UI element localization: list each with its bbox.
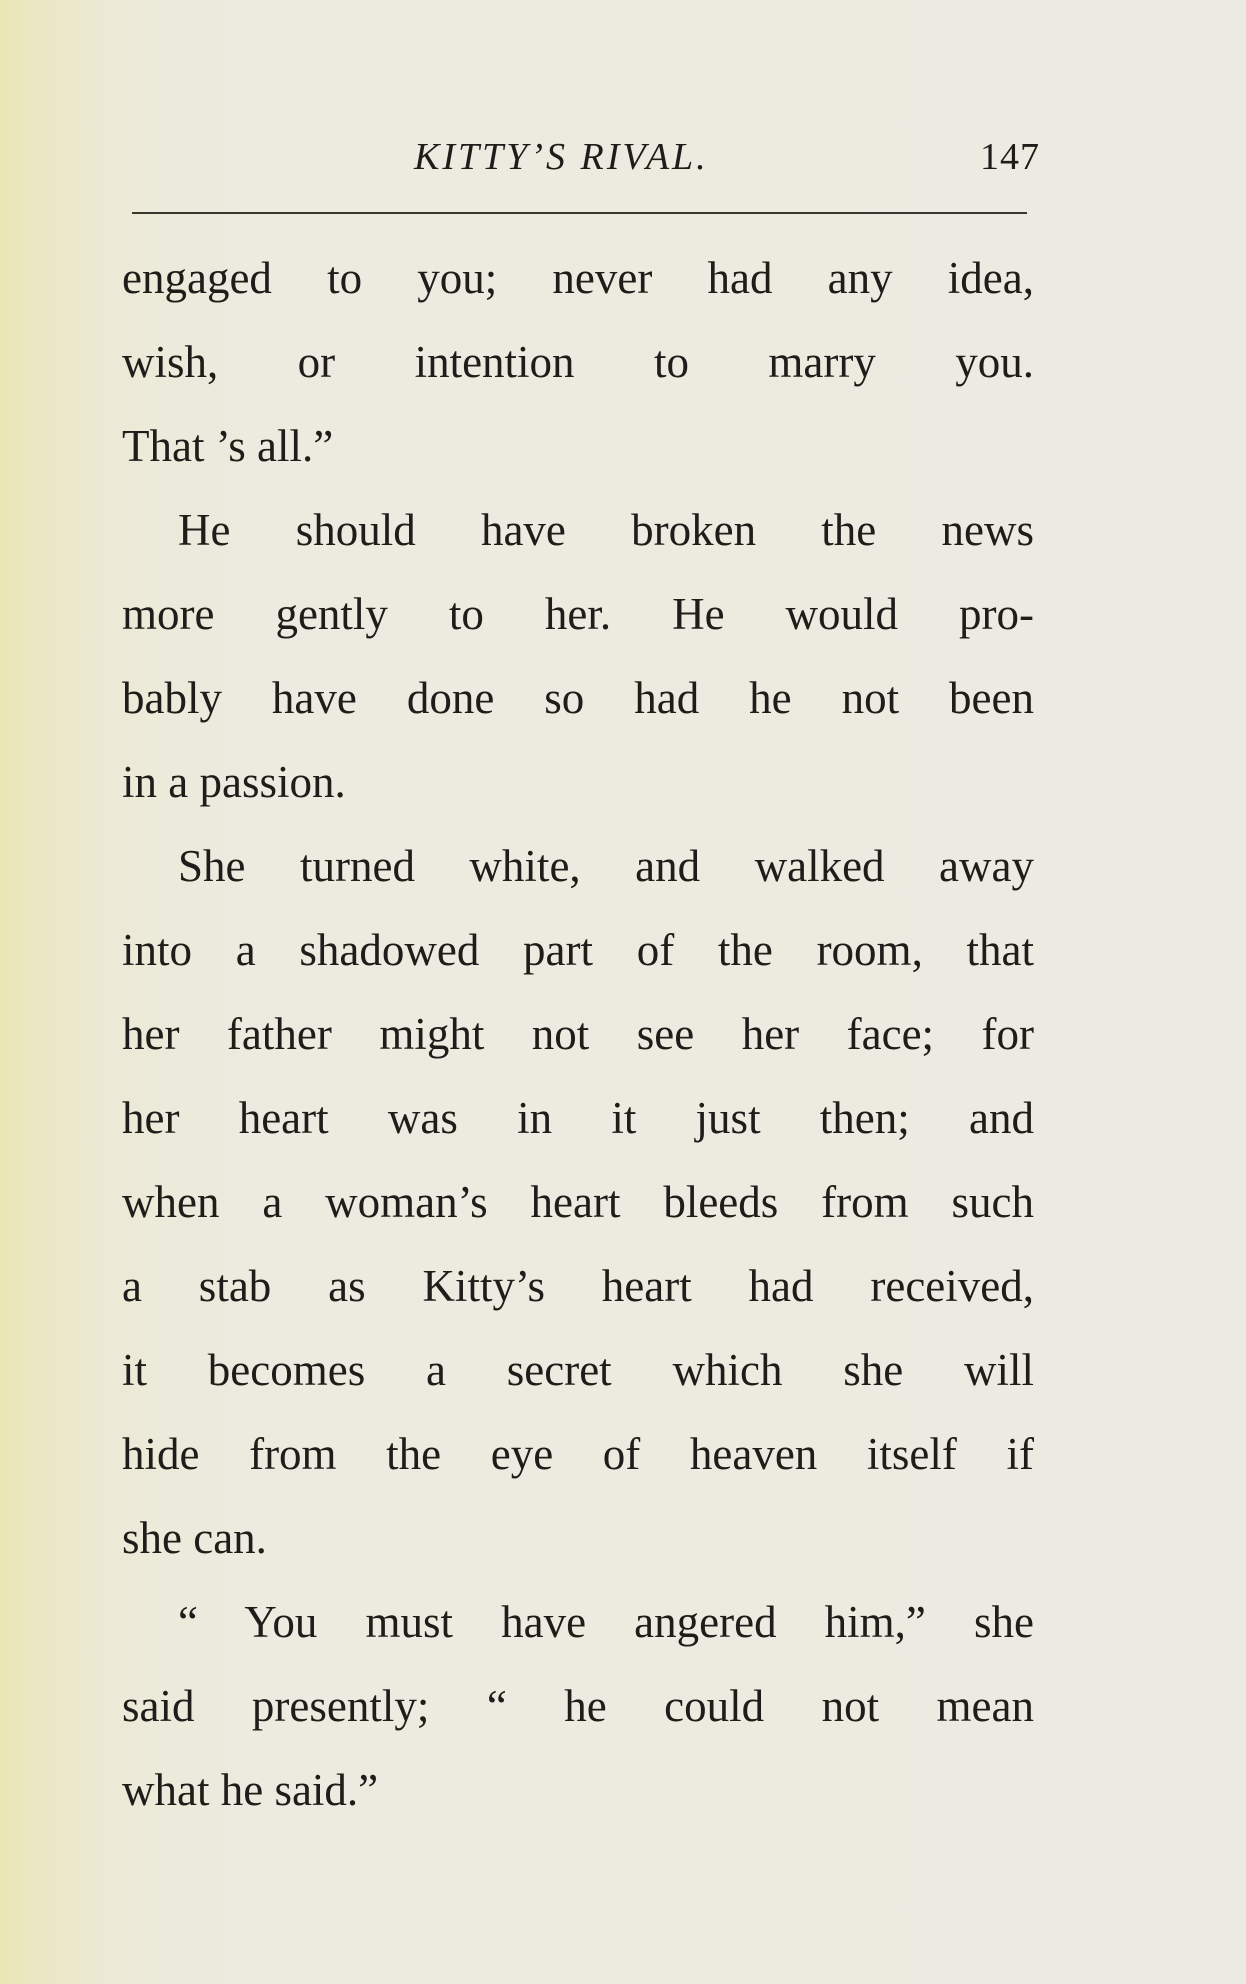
text-line: she can. bbox=[122, 1513, 267, 1563]
text-line: hide from the eye of heaven itself if bbox=[122, 1429, 1034, 1479]
text-line: in a passion. bbox=[122, 757, 346, 807]
text-line: it becomes a secret which she will bbox=[122, 1345, 1034, 1395]
text-line: He should have broken the news bbox=[178, 505, 1034, 555]
running-head bbox=[132, 132, 1040, 182]
text-line: engaged to you; never had any idea, bbox=[122, 253, 1034, 303]
text-line: wish, or intention to marry you. bbox=[122, 337, 1034, 387]
body-text bbox=[122, 244, 1034, 1840]
text-line: bably have done so had he not been bbox=[122, 673, 1034, 723]
text-line: said presently; “ he could not mean bbox=[122, 1681, 1034, 1731]
text-line: That ’s all.” bbox=[122, 421, 334, 471]
text-line: a stab as Kitty’s heart had received, bbox=[122, 1261, 1034, 1311]
text-line: into a shadowed part of the room, that bbox=[122, 925, 1034, 975]
text-line: what he said.” bbox=[122, 1765, 379, 1815]
text-line: her father might not see her face; for bbox=[122, 1009, 1034, 1059]
header-rule bbox=[132, 212, 1027, 214]
text-line: more gently to her. He would pro- bbox=[122, 589, 1034, 639]
page-number: 147 bbox=[980, 136, 1040, 178]
text-line: her heart was in it just then; and bbox=[122, 1093, 1034, 1143]
text-line: She turned white, and walked away bbox=[178, 841, 1034, 891]
text-line: when a woman’s heart bleeds from such bbox=[122, 1177, 1034, 1227]
running-title: KITTY’S RIVAL. bbox=[414, 136, 709, 178]
text-line: “ You must have angered him,” she bbox=[178, 1597, 1034, 1647]
